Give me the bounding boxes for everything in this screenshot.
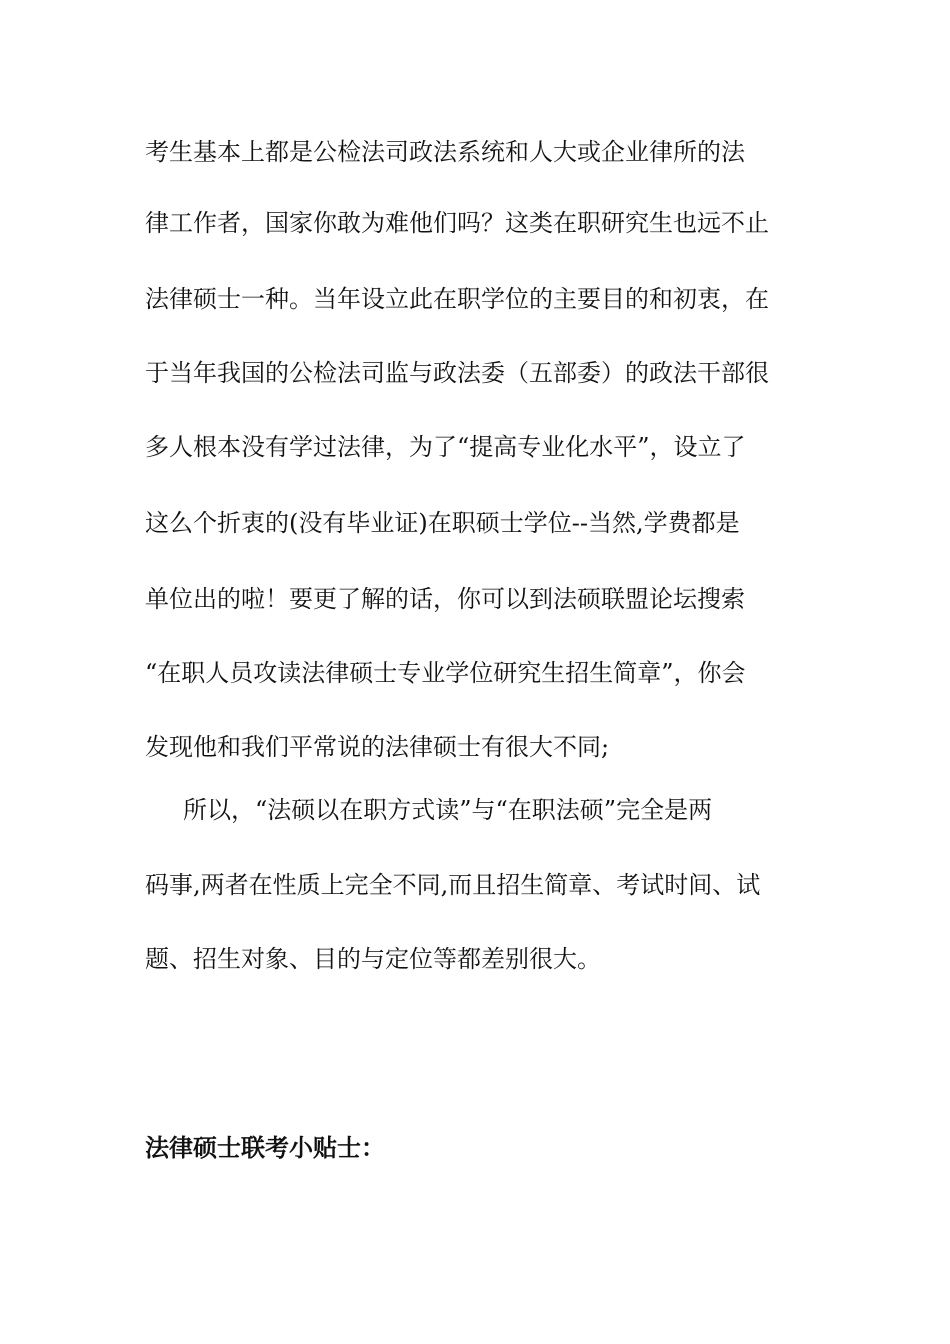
paragraph-line: 题、招生对象、目的与定位等都差别很大。 [145,945,601,973]
paragraph-line: 这么个折衷的(没有毕业证)在职硕士学位--当然,学费都是 [145,509,740,537]
paragraph-line: 于当年我国的公检法司监与政法委（五部委）的政法干部很 [145,359,769,387]
section-heading: 法律硕士联考小贴士： [145,1133,385,1162]
paragraph-line: 律工作者，国家你敢为难他们吗？这类在职研究生也远不止 [145,209,769,237]
paragraph-line: “在职人员攻读法律硕士专业学位研究生招生简章”，你会 [145,659,746,687]
paragraph-line: 多人根本没有学过法律，为了“提高专业化水平”，设立了 [145,433,746,461]
paragraph-line: 法律硕士一种。当年设立此在职学位的主要目的和初衷，在 [145,285,769,313]
paragraph-line: 所以，“法硕以在职方式读”与“在职法硕”完全是两 [183,796,713,824]
paragraph-line: 码事,两者在性质上完全不同,而且招生简章、考试时间、试 [145,871,761,899]
paragraph-line: 单位出的啦！要更了解的话，你可以到法硕联盟论坛搜索 [145,585,745,613]
paragraph-line: 发现他和我们平常说的法律硕士有很大不同; [145,733,610,761]
paragraph-line: 考生基本上都是公检法司政法系统和人大或企业律所的法 [145,138,745,166]
